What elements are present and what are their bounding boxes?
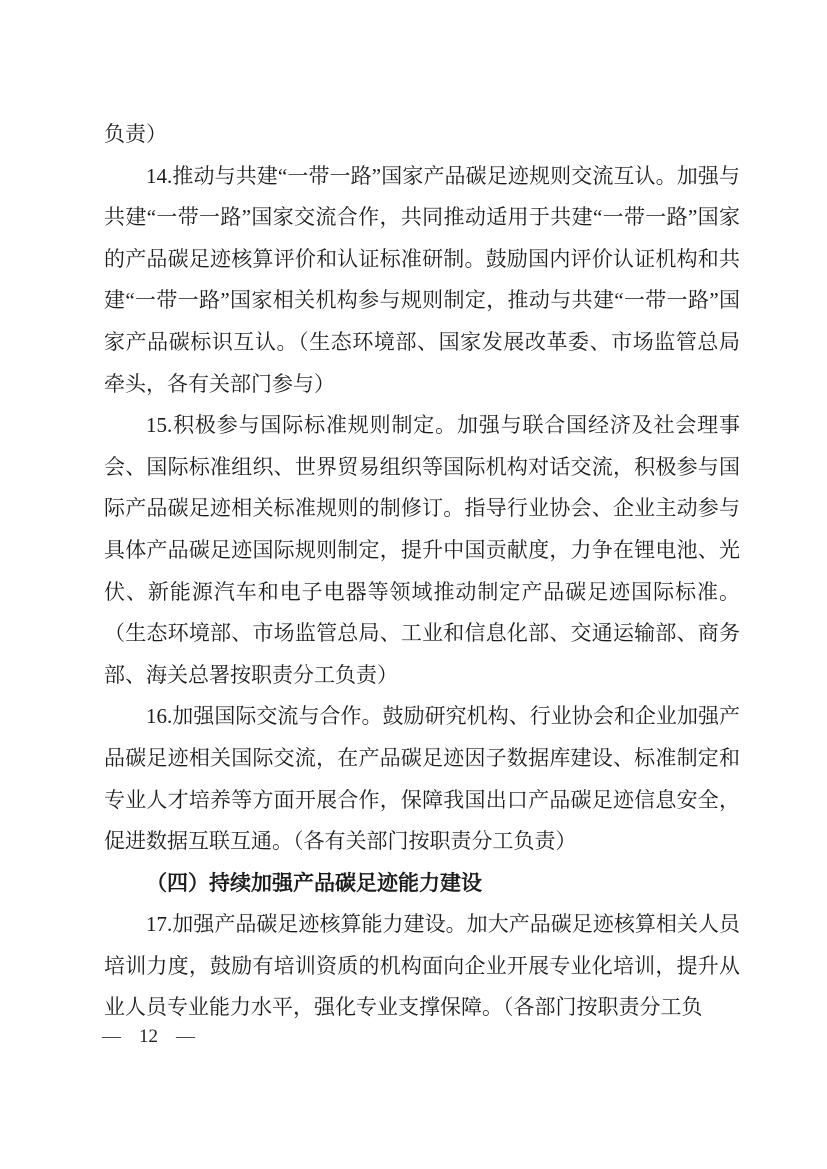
paragraph-item-15: 15.积极参与国际标准规则制定。加强与联合国经济及社会理事会、国际标准组织、世界贸易组织等国际机构对话交流，积极参与国际产品碳足迹相关标准规则的制修订。指导行业协会、企业主动参与具体产品碳足迹国际规则制定，提升中国贡献度，力争在锂电池、光伏、新能源汽车和电子电器等领域推动制定产品碳足迹国际标准。（生态环境部、市场监管总局、工业和信息化部、交通运输部、商务部、海关总署按职责分工负责） [104, 413, 740, 687]
document-body [104, 114, 740, 1029]
footer-dash-left: — [102, 1026, 121, 1047]
page-footer [102, 1026, 195, 1048]
paragraph-item-17: 17.加强产品碳足迹核算能力建设。加大产品碳足迹核算相关人员培训力度，鼓励有培训资质的机构面向企业开展专业化培训，提升从业人员专业能力水平，强化专业支撑保障。（各部门按职责分工负 [104, 912, 740, 1020]
footer-dash-right: — [176, 1026, 195, 1047]
paragraph-item-14: 14.推动与共建“一带一路”国家产品碳足迹规则交流互认。加强与共建“一带一路”国家交流合作，共同推动适用于共建“一带一路”国家的产品碳足迹核算评价和认证标准研制。鼓励国内评价认证机构和共建“一带一路”国家相关机构参与规则制定，推动与共建“一带一路”国家产品碳标识互认。（生态环境部、国家发展改革委、市场监管总局牵头，各有关部门参与） [104, 163, 740, 396]
page-number: 12 [139, 1026, 158, 1047]
paragraph-continuation: 负责） [104, 122, 167, 146]
paragraph-item-16: 16.加强国际交流与合作。鼓励研究机构、行业协会和企业加强产品碳足迹相关国际交流，在产品碳足迹因子数据库建设、标准制定和专业人才培养等方面开展合作，保障我国出口产品碳足迹信息安全，促进数据互联互通。（各有关部门按职责分工负责） [104, 704, 740, 854]
section-heading: （四）持续加强产品碳足迹能力建设 [146, 870, 482, 895]
